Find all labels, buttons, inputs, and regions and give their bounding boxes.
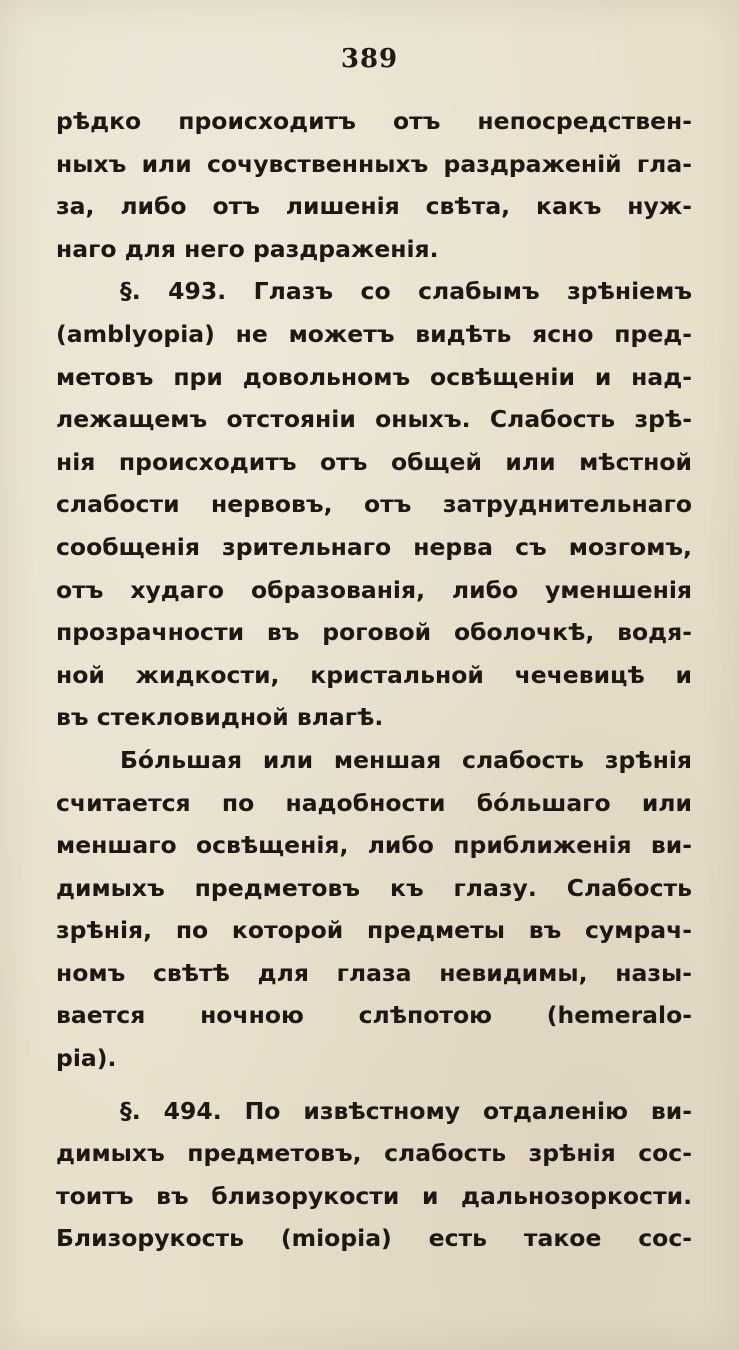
text-line: Бо́льшая или меншая слабость зрѣнія [120,745,692,774]
text-line: метовъ при довольномъ освѣщеніи и над- [56,362,692,391]
text-line: зрѣнія, по которой предметы въ сумрач- [56,916,692,945]
text-line: (amblyopia) не можетъ видѣть ясно пред- [56,319,692,348]
text-line: лежащемъ отстояніи оныхъ. Слабость зрѣ- [56,405,692,434]
text-line: вается ночною слѣпотою (hemeralo- [56,1001,692,1030]
text-line: тоитъ въ близорукости и дальнозоркости. [56,1181,692,1210]
text-line: ной жидкости, кристальной чечевицѣ и [56,660,692,689]
text-line-section-493: §. 493. Глазъ со слабымъ зрѣніемъ [120,277,692,306]
body-text [56,100,692,1260]
text-line: ныхъ или сочувственныхъ раздраженій гла- [56,149,692,178]
text-line: Близорукость (miopia) есть такое сос- [56,1224,692,1253]
text-line: въ стекловидной влагѣ. [56,703,384,732]
text-line: димыхъ предметовъ, слабость зрѣнія сос- [56,1139,692,1168]
text-line: сообщенія зрительнаго нерва съ мозгомъ, [56,532,692,561]
text-line: слабости нервовъ, отъ затруднительнаго [56,490,692,519]
text-line: отъ худаго образованія, либо уменшенія [56,575,692,604]
text-line: pia). [56,1044,117,1073]
text-line: номъ свѣтѣ для глаза невидимы, назы- [56,958,692,987]
text-line: считается по надобности бо́льшаго или [56,788,692,817]
text-line: димыхъ предметовъ къ глазу. Слабость [56,873,692,902]
text-line-section-494: §. 494. По извѣстному отдаленію ви- [120,1096,692,1125]
text-line: нія происходитъ отъ общей или мѣстной [56,447,692,476]
text-line: прозрачности въ роговой оболочкѣ, водя- [56,618,692,647]
text-line: за, либо отъ лишенія свѣта, какъ нуж- [56,192,692,221]
text-line: наго для него раздраженія. [56,234,439,263]
page-number: 389 [340,44,399,74]
text-line: меншаго освѣщенія, либо приближенія ви- [56,831,692,860]
text-line: рѣдко происходитъ отъ непосредствен- [56,107,692,135]
